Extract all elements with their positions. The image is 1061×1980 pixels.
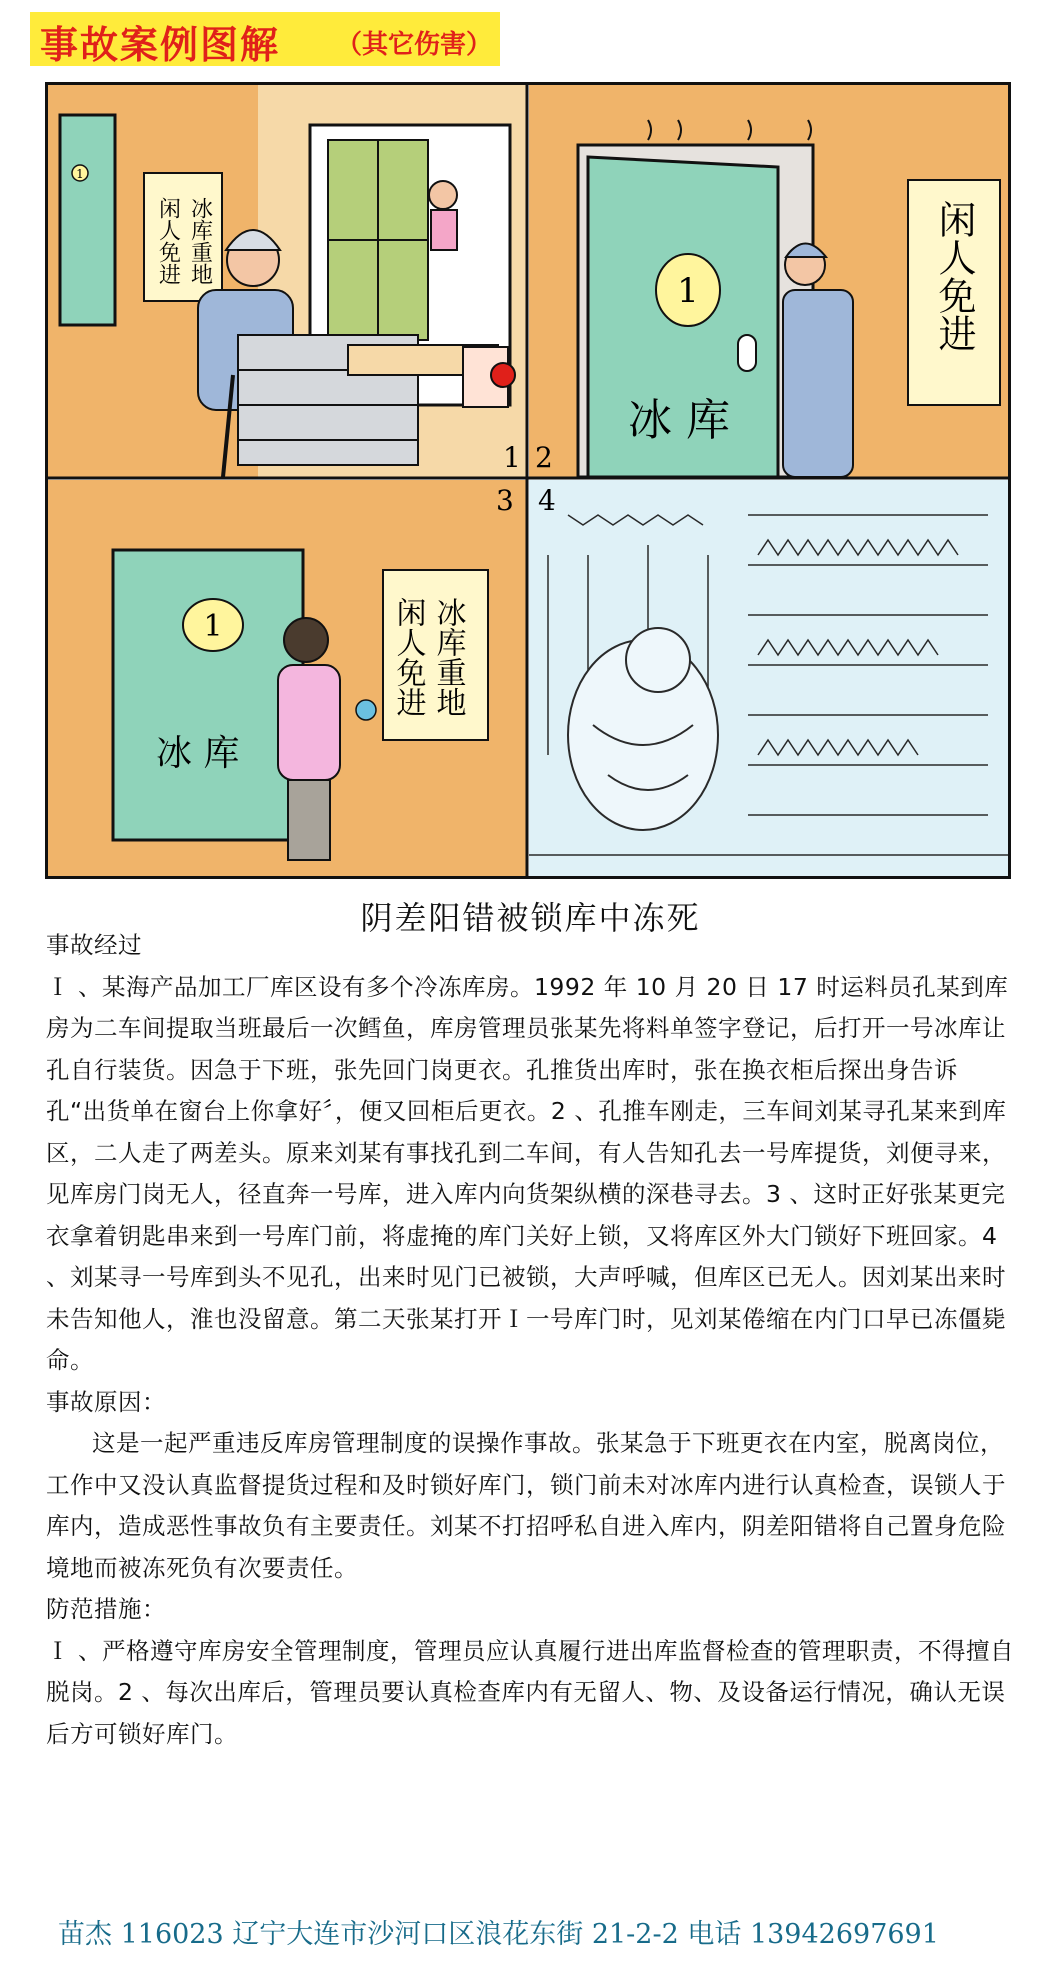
panel-3-door-number: 1 — [203, 609, 223, 644]
panel-3-door-label: 冰 库 — [156, 733, 240, 774]
panel-1 — [48, 85, 526, 477]
page-subtitle: （其它伤害） — [336, 30, 493, 60]
comic-illustration — [48, 85, 1008, 876]
panel-3 — [48, 480, 526, 876]
panel-1-sign-line-1: 冰库重地 — [187, 197, 213, 285]
panel-3-number: 3 — [496, 484, 514, 517]
section-accident-process — [46, 925, 1016, 1755]
panel-2-door-number: 1 — [677, 271, 699, 311]
panel-3-sign-line-1: 冰库重地 — [430, 597, 466, 717]
section-body-prevention: Ｉ 、严格遵守库房安全管理制度，管理员应认真履行进出库监督检查的管理职责，不得擅自脱岗。2 、每次出库后，管理员要认真检查库内有无留人、物、及设备运行情况，确认无误后方可锁好库门。 — [46, 1636, 1014, 1748]
panel-2-number: 2 — [535, 441, 553, 474]
section-body-process: Ｉ 、某海产品加工厂库区设有多个冷冻库房。1992 年 10 月 20 日 17 时运料员孔某到库房为二车间提取当班最后一次鳕鱼，库房管理员张某先将料单签字登记，后打开一号冰库让孔自行装货。因急于下班，张先回门岗更衣。孔推货出库时，张在换衣柜后探出身告诉孔“出货单在窗台上你拿好〞，便又回柜后更衣。2 、孔推车刚走，三车间刘某寻孔某来到库区，二人走了两差头。原来刘某有事找孔到二车间，有人告知孔去一号库提货，刘便寻来，见库房门岗无人，径直奔一号库，进入库内向货架纵横的深巷寻去。3 、这时正好张某更完衣拿着钥匙串来到一号库门前，将虚掩的库门关好上锁，又将库区外大门锁好下班回家。4 、刘某寻一号库到头不见孔，出来时见门已被锁，大声呼喊，但库区已无人。因刘某出来时未告知他人，淮也没留意。第二天张某打开Ｉ一号库门时，见刘某倦缩在内门口早已冻僵毙命。 — [46, 972, 1009, 1374]
panel-2-door-label: 冰 库 — [628, 395, 730, 446]
panel-1-door-number: 1 — [76, 167, 84, 181]
panel-3-sign-line-2: 闲人免进 — [390, 597, 426, 717]
panel-2-sign: 闲人免进 — [932, 200, 976, 352]
author-contact-footer: 苗杰 116023 辽宁大连市沙河口区浪花东街 21-2-2 电话 13942697691 — [58, 1919, 939, 1950]
panel-1-sign-line-2: 闲人免进 — [155, 197, 181, 285]
page-title: 事故案例图解 — [40, 23, 281, 67]
section-body-cause: 这是一起严重违反库房管理制度的误操作事故。张某急于下班更衣在内室，脱离岗位，工作中又没认真监督提货过程和及时锁好库门，锁门前未对冰库内进行认真检查，误锁人于库内，造成恶性事故负有主要责任。刘某不打招呼私自进入库内，阴差阳错将自己置身危险境地而被冻死负有次要责任。 — [46, 1429, 1006, 1582]
panel-2 — [529, 85, 1008, 477]
header-banner — [30, 12, 500, 66]
section-heading-cause: 事故原因： — [46, 1387, 166, 1416]
panel-1-number: 1 — [503, 441, 521, 474]
section-heading-prevention: 防范措施： — [46, 1595, 166, 1623]
headline: 阴差阳错被锁库中冻死 — [360, 899, 701, 937]
panel-4-number: 4 — [538, 484, 556, 517]
section-heading-process: 事故经过 — [46, 931, 142, 959]
comic-strip — [45, 82, 1011, 879]
panel-4 — [529, 480, 1008, 876]
